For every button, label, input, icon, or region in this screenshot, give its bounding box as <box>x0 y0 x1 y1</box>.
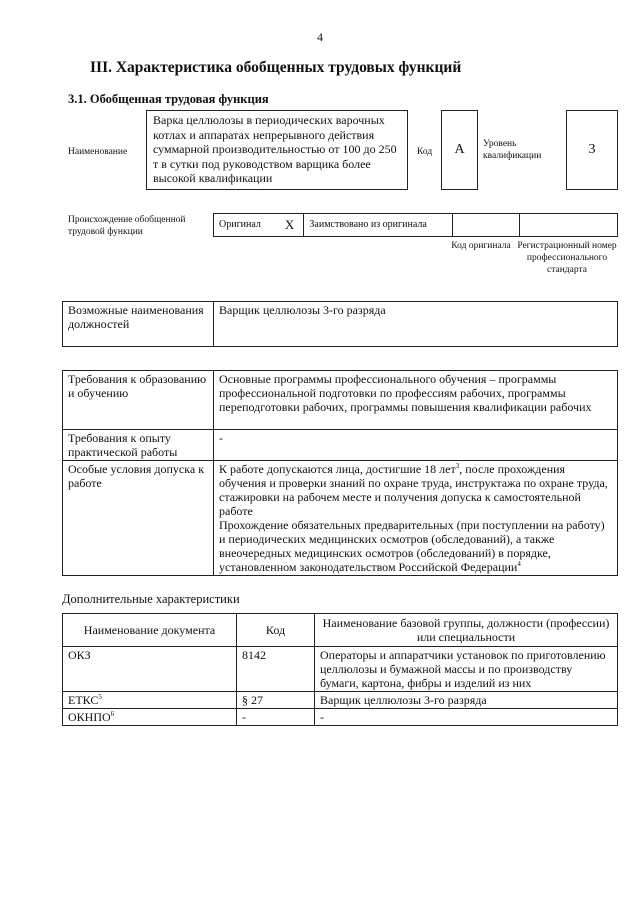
function-name-box: Варка целлюлозы в периодических варочных котлах и аппаратах непрерывного действия суммарной производительностью от 100 до 250 т в сутки под руководством варщика более высокой квалификации <box>146 110 408 190</box>
origin-code-cell <box>452 214 519 237</box>
row-name: Варщик целлюлозы 3-го разряда <box>315 692 618 709</box>
table-row <box>63 709 618 726</box>
row-code: - <box>237 709 315 726</box>
subsection-title: 3.1. Обобщенная трудовая функция <box>68 92 269 106</box>
special-label: Особые условия допуска к работе <box>63 461 214 576</box>
section-title: III. Характеристика обобщенных трудовых функций <box>90 59 462 76</box>
header-code: Код <box>237 614 315 647</box>
row-doc: ОКЗ <box>63 647 237 692</box>
additional-title: Дополнительные характеристики <box>62 592 240 606</box>
special-value <box>214 461 618 576</box>
original-mark: Х <box>276 214 304 237</box>
education-label: Требования к образованию и обучению <box>63 371 214 430</box>
level-value: 3 <box>566 110 618 190</box>
experience-label: Требования к опыту практической работы <box>63 430 214 461</box>
special-paragraph-2: Прохождение обязательных предварительных (при поступлении на работу) и периодических медицинских осмотров (обследований), а также внеочередных медицинских осмотров (обследований) в порядке, установленном законодательством Российской Федерации$^4$ <box>219 518 605 574</box>
special-paragraph-1: К работе допускаются лица, достигшие 18 лет$^3$, после прохождения обучения и проверки знаний по охране труда, инструктажа по охране труда, стажировки на рабочем месте и получения допуска к самостоятельной работе <box>219 462 608 518</box>
original-label: Оригинал <box>214 214 276 237</box>
origin-label: Происхождение обобщенной трудовой функции <box>68 215 186 237</box>
additional-table <box>62 613 618 726</box>
borrowed-label: Заимствовано из оригинала <box>304 214 452 237</box>
code-label: Код <box>417 147 433 157</box>
experience-value: - <box>214 430 618 461</box>
reg-caption: Регистрационный номер профессионального стандарта <box>517 241 617 275</box>
header-doc: Наименование документа <box>63 614 237 647</box>
positions-value: Варщик целлюлозы 3-го разряда <box>214 302 618 347</box>
education-value: Основные программы профессионального обучения – программы профессиональной подготовки по профессиям рабочих, программы переподготовки рабочих, программы повышения квалификации рабочих <box>214 371 618 430</box>
positions-label: Возможные наименования должностей <box>63 302 214 347</box>
origin-table <box>213 213 618 237</box>
code-caption: Код оригинала <box>451 241 511 251</box>
header-name: Наименование базовой группы, должности (профессии) или специальности <box>315 614 618 647</box>
level-label: Уровень квалификации <box>483 139 542 161</box>
row-doc: ОКНПО$^6$ <box>63 709 237 726</box>
table-row <box>63 647 618 692</box>
row-name: - <box>315 709 618 726</box>
name-label: Наименование <box>68 147 128 157</box>
origin-reg-cell <box>519 214 617 237</box>
row-code: 8142 <box>237 647 315 692</box>
requirements-table <box>62 370 618 576</box>
row-doc: ЕТКС$^5$ <box>63 692 237 709</box>
row-code: § 27 <box>237 692 315 709</box>
row-name: Операторы и аппаратчики установок по приготовлению целлюлозы и бумажной массы и по производству бумаги, картона, фибры и изделий из них <box>315 647 618 692</box>
code-value: А <box>441 110 478 190</box>
table-row <box>63 692 618 709</box>
page-number: 4 <box>317 30 323 44</box>
positions-table <box>62 301 618 347</box>
